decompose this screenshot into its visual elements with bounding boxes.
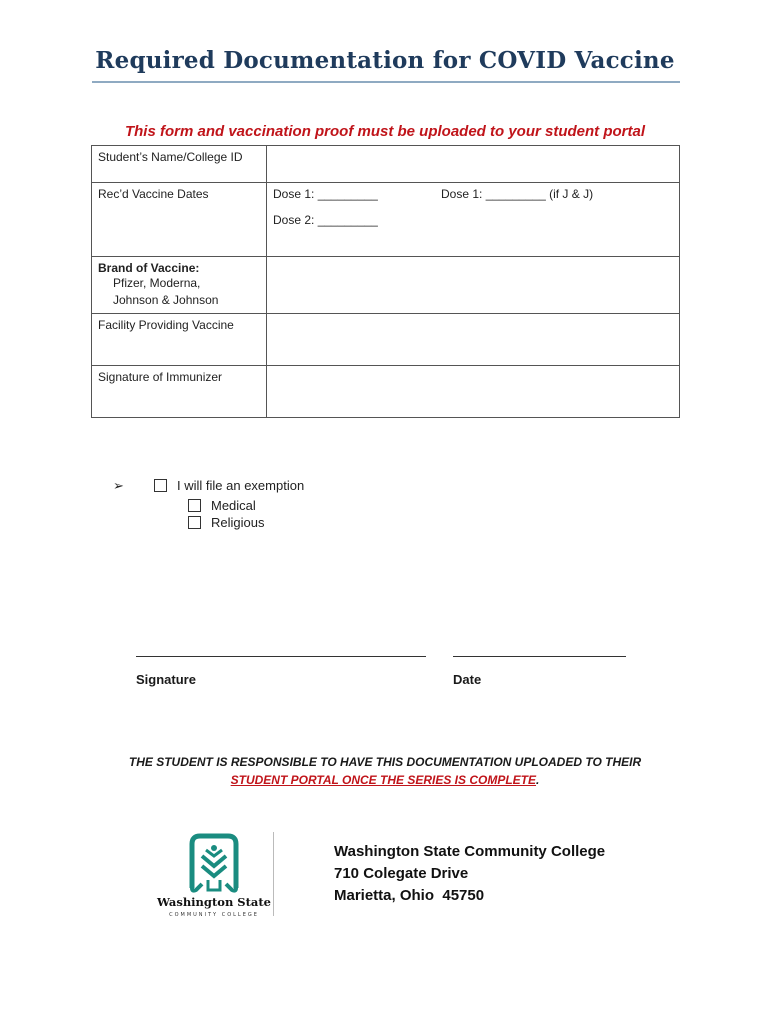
responsibility-line1: THE STUDENT IS RESPONSIBLE TO HAVE THIS DOCUMENTATION UPLOADED TO THEIR [128, 755, 642, 769]
title-rule [92, 81, 680, 83]
medical-label: Medical [211, 498, 256, 513]
college-address [334, 841, 605, 907]
table-row [92, 314, 680, 366]
signature-line[interactable] [136, 656, 426, 657]
table-row [92, 257, 680, 314]
table-row [92, 183, 680, 257]
upload-notice: This form and vaccination proof must be uploaded to your student portal [124, 123, 646, 140]
table-row [92, 366, 680, 418]
religious-checkbox[interactable] [188, 516, 201, 529]
vaccine-dates-field[interactable] [267, 183, 680, 257]
immunizer-signature-label: Signature of Immunizer [92, 366, 267, 418]
college-logo-icon [150, 830, 275, 922]
address-line3: Marietta, Ohio 45750 [334, 887, 485, 904]
brand-options-line1: Pfizer, Moderna, [113, 276, 201, 290]
medical-checkbox[interactable] [188, 499, 201, 512]
date-line[interactable] [453, 656, 626, 657]
arrow-bullet-icon: ➢ [113, 478, 124, 493]
address-line2: 710 Colegate Drive [334, 865, 469, 882]
vaccine-info-table [91, 145, 680, 418]
dose1-field[interactable]: Dose 1: _________ [273, 187, 378, 201]
dose1-jj-field[interactable]: Dose 1: _________ (if J & J) [441, 187, 594, 201]
document-title: Required Documentation for COVID Vaccine [95, 47, 675, 74]
logo-sub-text: COMMUNITY COLLEGE [169, 912, 259, 918]
brand-label [92, 257, 267, 314]
exemption-checkbox[interactable] [154, 479, 167, 492]
responsibility-period: . [536, 773, 540, 787]
date-label: Date [453, 672, 482, 687]
table-row [92, 146, 680, 183]
responsibility-line2: STUDENT PORTAL ONCE THE SERIES IS COMPLETE [230, 773, 537, 787]
logo-divider [273, 832, 274, 916]
vaccine-dates-label: Rec’d Vaccine Dates [92, 183, 267, 257]
brand-field[interactable] [267, 257, 680, 314]
immunizer-signature-field[interactable] [267, 366, 680, 418]
facility-field[interactable] [267, 314, 680, 366]
responsibility-statement [0, 753, 770, 789]
exemption-label: I will file an exemption [177, 478, 305, 493]
college-logo [150, 830, 275, 922]
facility-label: Facility Providing Vaccine [92, 314, 267, 366]
dose2-field[interactable]: Dose 2: _________ [273, 213, 378, 227]
brand-options-line2: Johnson & Johnson [113, 293, 219, 307]
religious-label: Religious [211, 515, 265, 530]
student-name-label: Student’s Name/College ID [92, 146, 267, 183]
logo-name-text: Washington State [156, 895, 272, 909]
student-name-field[interactable] [267, 146, 680, 183]
brand-heading: Brand of Vaccine: [98, 261, 200, 275]
signature-label: Signature [136, 672, 196, 687]
address-line1: Washington State Community College [334, 843, 606, 860]
